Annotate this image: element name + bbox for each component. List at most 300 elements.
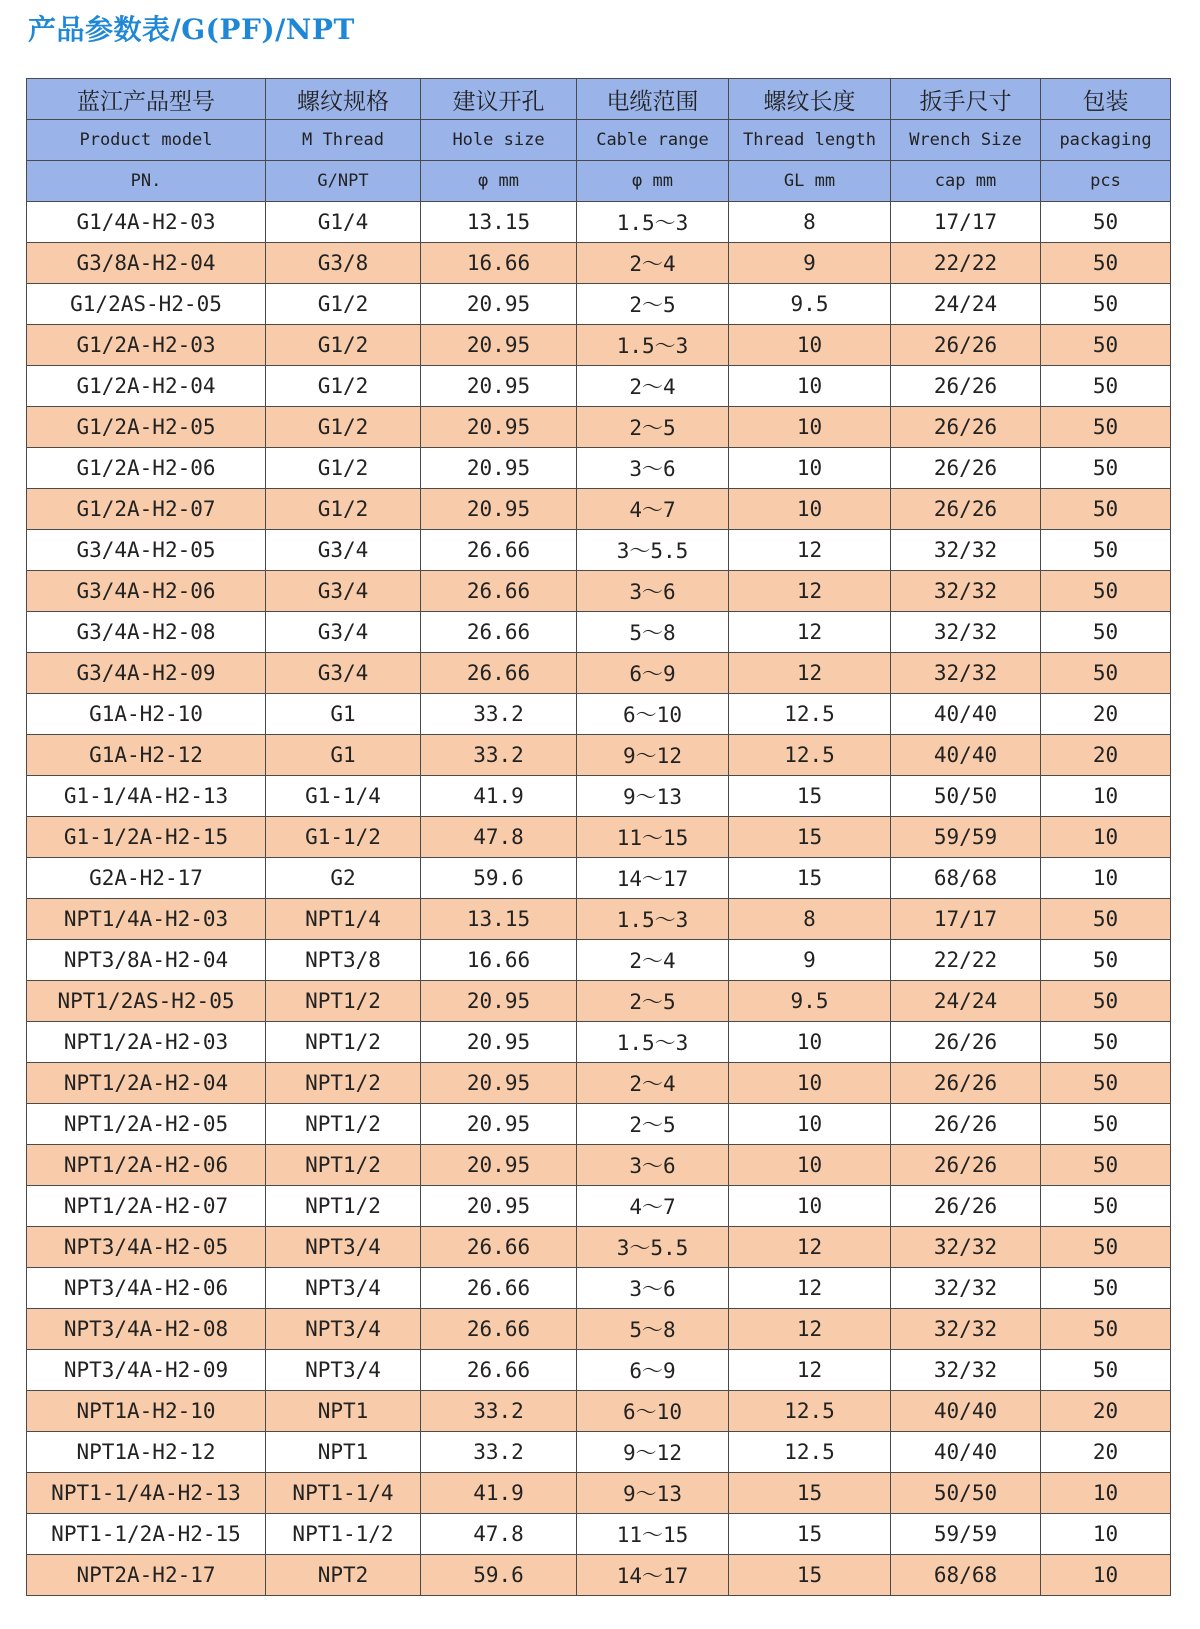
cell-hole-size: 20.95 [421,489,577,530]
cell-thread: NPT1/2 [266,1145,421,1186]
cell-hole-size: 20.95 [421,981,577,1022]
cell-thread-length: 9.5 [729,284,891,325]
cell-hole-size: 59.6 [421,1555,577,1596]
cell-thread-length: 12 [729,612,891,653]
cell-cable-range: 3～5.5 [577,1227,729,1268]
cell-hole-size: 47.8 [421,1514,577,1555]
cell-wrench-size: 26/26 [891,1063,1041,1104]
cell-hole-size: 13.15 [421,899,577,940]
cell-cable-range: 1.5～3 [577,325,729,366]
cell-packaging: 50 [1041,1022,1171,1063]
cell-model: NPT1/2A-H2-05 [27,1104,266,1145]
header-unit-thread-length: GL mm [729,161,891,202]
cell-packaging: 50 [1041,1186,1171,1227]
cell-cable-range: 2～4 [577,1063,729,1104]
table-row [27,858,1171,899]
cell-model: G1A-H2-12 [27,735,266,776]
cell-thread-length: 10 [729,407,891,448]
cell-model: G1A-H2-10 [27,694,266,735]
cell-packaging: 20 [1041,735,1171,776]
cell-thread-length: 12 [729,1350,891,1391]
cell-wrench-size: 26/26 [891,1022,1041,1063]
cell-thread: G1/2 [266,448,421,489]
cell-hole-size: 16.66 [421,243,577,284]
cell-thread: NPT1/2 [266,981,421,1022]
cell-thread: NPT3/4 [266,1309,421,1350]
cell-model: NPT1/2AS-H2-05 [27,981,266,1022]
cell-wrench-size: 26/26 [891,489,1041,530]
cell-model: G1-1/4A-H2-13 [27,776,266,817]
cell-cable-range: 4～7 [577,489,729,530]
header-cn-model: 蓝江产品型号 [27,79,266,120]
cell-model: G1/2A-H2-04 [27,366,266,407]
table-row [27,1063,1171,1104]
cell-wrench-size: 17/17 [891,202,1041,243]
cell-thread: NPT1 [266,1391,421,1432]
cell-cable-range: 4～7 [577,1186,729,1227]
cell-packaging: 10 [1041,858,1171,899]
table-row [27,612,1171,653]
cell-cable-range: 14～17 [577,1555,729,1596]
cell-thread-length: 12.5 [729,1432,891,1473]
cell-model: G1/2AS-H2-05 [27,284,266,325]
cell-model: G1/2A-H2-07 [27,489,266,530]
cell-model: G1/2A-H2-06 [27,448,266,489]
cell-hole-size: 20.95 [421,1063,577,1104]
cell-packaging: 50 [1041,653,1171,694]
header-en-cable: Cable range [577,120,729,161]
cell-wrench-size: 59/59 [891,817,1041,858]
cell-thread-length: 12.5 [729,735,891,776]
cell-packaging: 50 [1041,899,1171,940]
table-row [27,981,1171,1022]
cell-packaging: 50 [1041,571,1171,612]
cell-model: NPT3/4A-H2-06 [27,1268,266,1309]
header-en-hole: Hole size [421,120,577,161]
cell-hole-size: 33.2 [421,1432,577,1473]
cell-cable-range: 3～6 [577,1145,729,1186]
cell-model: G2A-H2-17 [27,858,266,899]
cell-model: NPT1/2A-H2-06 [27,1145,266,1186]
cell-thread-length: 15 [729,1555,891,1596]
cell-thread: G1-1/2 [266,817,421,858]
header-cn-packaging: 包装 [1041,79,1171,120]
cell-wrench-size: 26/26 [891,1145,1041,1186]
cell-thread: NPT1/4 [266,899,421,940]
cell-model: NPT1/2A-H2-07 [27,1186,266,1227]
cell-wrench-size: 32/32 [891,530,1041,571]
header-en-thread-length: Thread length [729,120,891,161]
cell-cable-range: 2～5 [577,407,729,448]
cell-hole-size: 33.2 [421,735,577,776]
cell-hole-size: 20.95 [421,284,577,325]
table-row [27,1473,1171,1514]
cell-packaging: 10 [1041,1473,1171,1514]
cell-wrench-size: 26/26 [891,1104,1041,1145]
cell-packaging: 10 [1041,776,1171,817]
header-en-packaging: packaging [1041,120,1171,161]
cell-thread-length: 10 [729,366,891,407]
header-en-model: Product model [27,120,266,161]
cell-thread-length: 8 [729,202,891,243]
cell-wrench-size: 32/32 [891,612,1041,653]
cell-cable-range: 1.5～3 [577,1022,729,1063]
table-row [27,489,1171,530]
cell-hole-size: 33.2 [421,694,577,735]
cell-thread-length: 10 [729,1104,891,1145]
cell-cable-range: 9～12 [577,1432,729,1473]
cell-thread: G3/4 [266,612,421,653]
cell-cable-range: 6～9 [577,653,729,694]
table-row [27,1186,1171,1227]
cell-wrench-size: 40/40 [891,694,1041,735]
cell-cable-range: 3～6 [577,448,729,489]
table-row [27,571,1171,612]
cell-hole-size: 20.95 [421,448,577,489]
cell-packaging: 50 [1041,243,1171,284]
cell-wrench-size: 32/32 [891,571,1041,612]
header-cn-wrench: 扳手尺寸 [891,79,1041,120]
table-row [27,407,1171,448]
cell-wrench-size: 22/22 [891,940,1041,981]
cell-packaging: 50 [1041,407,1171,448]
cell-wrench-size: 40/40 [891,735,1041,776]
cell-model: G3/4A-H2-06 [27,571,266,612]
cell-packaging: 50 [1041,530,1171,571]
cell-cable-range: 1.5～3 [577,899,729,940]
table-row [27,1309,1171,1350]
cell-packaging: 50 [1041,284,1171,325]
header-cn-thread-length: 螺纹长度 [729,79,891,120]
header-cn-thread: 螺纹规格 [266,79,421,120]
cell-hole-size: 47.8 [421,817,577,858]
cell-packaging: 50 [1041,1145,1171,1186]
cell-cable-range: 2～5 [577,1104,729,1145]
cell-packaging: 50 [1041,612,1171,653]
cell-cable-range: 11～15 [577,817,729,858]
cell-model: G1/2A-H2-05 [27,407,266,448]
cell-hole-size: 26.66 [421,1227,577,1268]
header-row-english [27,120,1171,161]
cell-thread-length: 15 [729,858,891,899]
header-en-thread: M Thread [266,120,421,161]
cell-thread: G1/2 [266,407,421,448]
cell-cable-range: 3～6 [577,1268,729,1309]
cell-thread-length: 10 [729,1063,891,1104]
table-row [27,940,1171,981]
table-row [27,1350,1171,1391]
cell-thread: NPT1 [266,1432,421,1473]
cell-hole-size: 26.66 [421,530,577,571]
cell-model: NPT3/4A-H2-08 [27,1309,266,1350]
cell-hole-size: 20.95 [421,1022,577,1063]
cell-model: NPT1/2A-H2-04 [27,1063,266,1104]
cell-thread: NPT3/8 [266,940,421,981]
cell-cable-range: 6～10 [577,1391,729,1432]
cell-hole-size: 26.66 [421,1268,577,1309]
cell-thread: G1/2 [266,325,421,366]
table-row [27,735,1171,776]
cell-cable-range: 3～6 [577,571,729,612]
cell-hole-size: 20.95 [421,1145,577,1186]
cell-thread-length: 8 [729,899,891,940]
table-row [27,1022,1171,1063]
cell-wrench-size: 40/40 [891,1432,1041,1473]
cell-thread: NPT1-1/4 [266,1473,421,1514]
cell-cable-range: 9～13 [577,776,729,817]
cell-model: G3/8A-H2-04 [27,243,266,284]
cell-thread-length: 15 [729,776,891,817]
header-cn-hole: 建议开孔 [421,79,577,120]
cell-thread-length: 15 [729,1473,891,1514]
cell-cable-range: 6～10 [577,694,729,735]
table-row [27,1514,1171,1555]
table-row [27,530,1171,571]
cell-wrench-size: 22/22 [891,243,1041,284]
table-row [27,1145,1171,1186]
cell-model: G3/4A-H2-09 [27,653,266,694]
product-spec-table [26,78,1171,1596]
table-row [27,1555,1171,1596]
cell-thread-length: 9 [729,243,891,284]
table-row [27,284,1171,325]
cell-thread-length: 9.5 [729,981,891,1022]
cell-thread-length: 10 [729,448,891,489]
cell-cable-range: 11～15 [577,1514,729,1555]
cell-cable-range: 6～9 [577,1350,729,1391]
cell-wrench-size: 26/26 [891,366,1041,407]
cell-thread: G1/4 [266,202,421,243]
cell-thread: G1 [266,694,421,735]
cell-model: G1/2A-H2-03 [27,325,266,366]
cell-packaging: 50 [1041,489,1171,530]
cell-thread-length: 12.5 [729,1391,891,1432]
header-unit-wrench: cap mm [891,161,1041,202]
cell-wrench-size: 50/50 [891,776,1041,817]
cell-packaging: 50 [1041,1268,1171,1309]
cell-model: G1/4A-H2-03 [27,202,266,243]
cell-packaging: 50 [1041,366,1171,407]
cell-wrench-size: 32/32 [891,1309,1041,1350]
cell-thread: G3/4 [266,571,421,612]
cell-packaging: 20 [1041,1432,1171,1473]
cell-thread-length: 12 [729,1309,891,1350]
cell-packaging: 20 [1041,1391,1171,1432]
cell-cable-range: 9～12 [577,735,729,776]
cell-model: NPT2A-H2-17 [27,1555,266,1596]
cell-thread-length: 10 [729,489,891,530]
cell-cable-range: 14～17 [577,858,729,899]
cell-hole-size: 26.66 [421,1350,577,1391]
header-unit-thread: G/NPT [266,161,421,202]
cell-thread-length: 12 [729,1268,891,1309]
table-row [27,1391,1171,1432]
cell-model: NPT3/4A-H2-05 [27,1227,266,1268]
cell-thread-length: 15 [729,1514,891,1555]
cell-hole-size: 26.66 [421,1309,577,1350]
cell-thread-length: 10 [729,1022,891,1063]
header-unit-model: PN. [27,161,266,202]
cell-packaging: 50 [1041,981,1171,1022]
table-row [27,776,1171,817]
cell-model: G3/4A-H2-08 [27,612,266,653]
cell-model: NPT3/4A-H2-09 [27,1350,266,1391]
cell-hole-size: 20.95 [421,1186,577,1227]
cell-hole-size: 33.2 [421,1391,577,1432]
cell-thread: G1-1/4 [266,776,421,817]
header-en-wrench: Wrench Size [891,120,1041,161]
cell-thread: G2 [266,858,421,899]
cell-thread: NPT2 [266,1555,421,1596]
cell-hole-size: 13.15 [421,202,577,243]
cell-hole-size: 16.66 [421,940,577,981]
cell-hole-size: 26.66 [421,571,577,612]
cell-thread: G3/8 [266,243,421,284]
cell-cable-range: 2～4 [577,366,729,407]
cell-wrench-size: 26/26 [891,407,1041,448]
cell-wrench-size: 32/32 [891,1227,1041,1268]
cell-thread: NPT1/2 [266,1104,421,1145]
cell-cable-range: 5～8 [577,1309,729,1350]
cell-packaging: 50 [1041,940,1171,981]
table-row [27,366,1171,407]
cell-packaging: 10 [1041,1555,1171,1596]
cell-model: G3/4A-H2-05 [27,530,266,571]
cell-hole-size: 41.9 [421,776,577,817]
cell-thread: NPT1/2 [266,1063,421,1104]
header-unit-cable: φ mm [577,161,729,202]
cell-cable-range: 9～13 [577,1473,729,1514]
cell-hole-size: 26.66 [421,612,577,653]
cell-wrench-size: 50/50 [891,1473,1041,1514]
table-row [27,653,1171,694]
cell-thread: NPT3/4 [266,1227,421,1268]
cell-thread-length: 12 [729,530,891,571]
header-unit-hole: φ mm [421,161,577,202]
cell-packaging: 50 [1041,325,1171,366]
cell-model: NPT1-1/2A-H2-15 [27,1514,266,1555]
cell-cable-range: 1.5～3 [577,202,729,243]
cell-hole-size: 20.95 [421,366,577,407]
cell-thread: G1 [266,735,421,776]
cell-packaging: 10 [1041,817,1171,858]
cell-packaging: 20 [1041,694,1171,735]
cell-packaging: 50 [1041,1227,1171,1268]
cell-cable-range: 2～4 [577,940,729,981]
cell-wrench-size: 59/59 [891,1514,1041,1555]
cell-wrench-size: 68/68 [891,858,1041,899]
cell-model: NPT3/8A-H2-04 [27,940,266,981]
table-row [27,1227,1171,1268]
header-unit-packaging: pcs [1041,161,1171,202]
cell-wrench-size: 26/26 [891,448,1041,489]
cell-wrench-size: 24/24 [891,981,1041,1022]
cell-cable-range: 5～8 [577,612,729,653]
cell-hole-size: 26.66 [421,653,577,694]
cell-packaging: 50 [1041,448,1171,489]
cell-thread-length: 9 [729,940,891,981]
header-row-chinese [27,79,1171,120]
cell-thread: NPT1/2 [266,1186,421,1227]
cell-hole-size: 20.95 [421,1104,577,1145]
cell-thread-length: 10 [729,325,891,366]
table-row [27,448,1171,489]
header-row-units [27,161,1171,202]
table-row [27,243,1171,284]
cell-model: NPT1A-H2-12 [27,1432,266,1473]
cell-wrench-size: 26/26 [891,1186,1041,1227]
cell-thread: NPT3/4 [266,1268,421,1309]
cell-cable-range: 3～5.5 [577,530,729,571]
cell-model: NPT1A-H2-10 [27,1391,266,1432]
cell-packaging: 50 [1041,1063,1171,1104]
cell-thread-length: 12 [729,653,891,694]
cell-thread: NPT1-1/2 [266,1514,421,1555]
cell-cable-range: 2～5 [577,284,729,325]
header-cn-cable: 电缆范围 [577,79,729,120]
table-row [27,899,1171,940]
cell-thread: G1/2 [266,366,421,407]
cell-wrench-size: 32/32 [891,1268,1041,1309]
cell-thread-length: 15 [729,817,891,858]
cell-hole-size: 20.95 [421,407,577,448]
table-row [27,202,1171,243]
cell-cable-range: 2～4 [577,243,729,284]
table-row [27,1104,1171,1145]
cell-thread: G1/2 [266,489,421,530]
cell-hole-size: 59.6 [421,858,577,899]
cell-thread-length: 12 [729,1227,891,1268]
table-row [27,817,1171,858]
cell-cable-range: 2～5 [577,981,729,1022]
cell-wrench-size: 40/40 [891,1391,1041,1432]
cell-thread-length: 12.5 [729,694,891,735]
cell-packaging: 50 [1041,1104,1171,1145]
cell-packaging: 50 [1041,1309,1171,1350]
cell-wrench-size: 32/32 [891,653,1041,694]
cell-model: NPT1/2A-H2-03 [27,1022,266,1063]
cell-thread: NPT1/2 [266,1022,421,1063]
page-title: 产品参数表/G(PF)/NPT [28,13,355,46]
cell-wrench-size: 24/24 [891,284,1041,325]
table-row [27,325,1171,366]
cell-thread: G3/4 [266,653,421,694]
cell-thread-length: 10 [729,1145,891,1186]
cell-packaging: 50 [1041,1350,1171,1391]
cell-hole-size: 20.95 [421,325,577,366]
cell-thread: NPT3/4 [266,1350,421,1391]
cell-thread-length: 12 [729,571,891,612]
cell-model: NPT1/4A-H2-03 [27,899,266,940]
cell-thread: G1/2 [266,284,421,325]
cell-wrench-size: 32/32 [891,1350,1041,1391]
cell-model: NPT1-1/4A-H2-13 [27,1473,266,1514]
cell-packaging: 10 [1041,1514,1171,1555]
cell-wrench-size: 68/68 [891,1555,1041,1596]
table-header [27,79,1171,202]
cell-thread: G3/4 [266,530,421,571]
cell-thread-length: 10 [729,1186,891,1227]
table-row [27,1432,1171,1473]
cell-wrench-size: 17/17 [891,899,1041,940]
table-row [27,694,1171,735]
cell-model: G1-1/2A-H2-15 [27,817,266,858]
cell-wrench-size: 26/26 [891,325,1041,366]
cell-hole-size: 41.9 [421,1473,577,1514]
cell-packaging: 50 [1041,202,1171,243]
table-row [27,1268,1171,1309]
table-body [27,202,1171,1596]
